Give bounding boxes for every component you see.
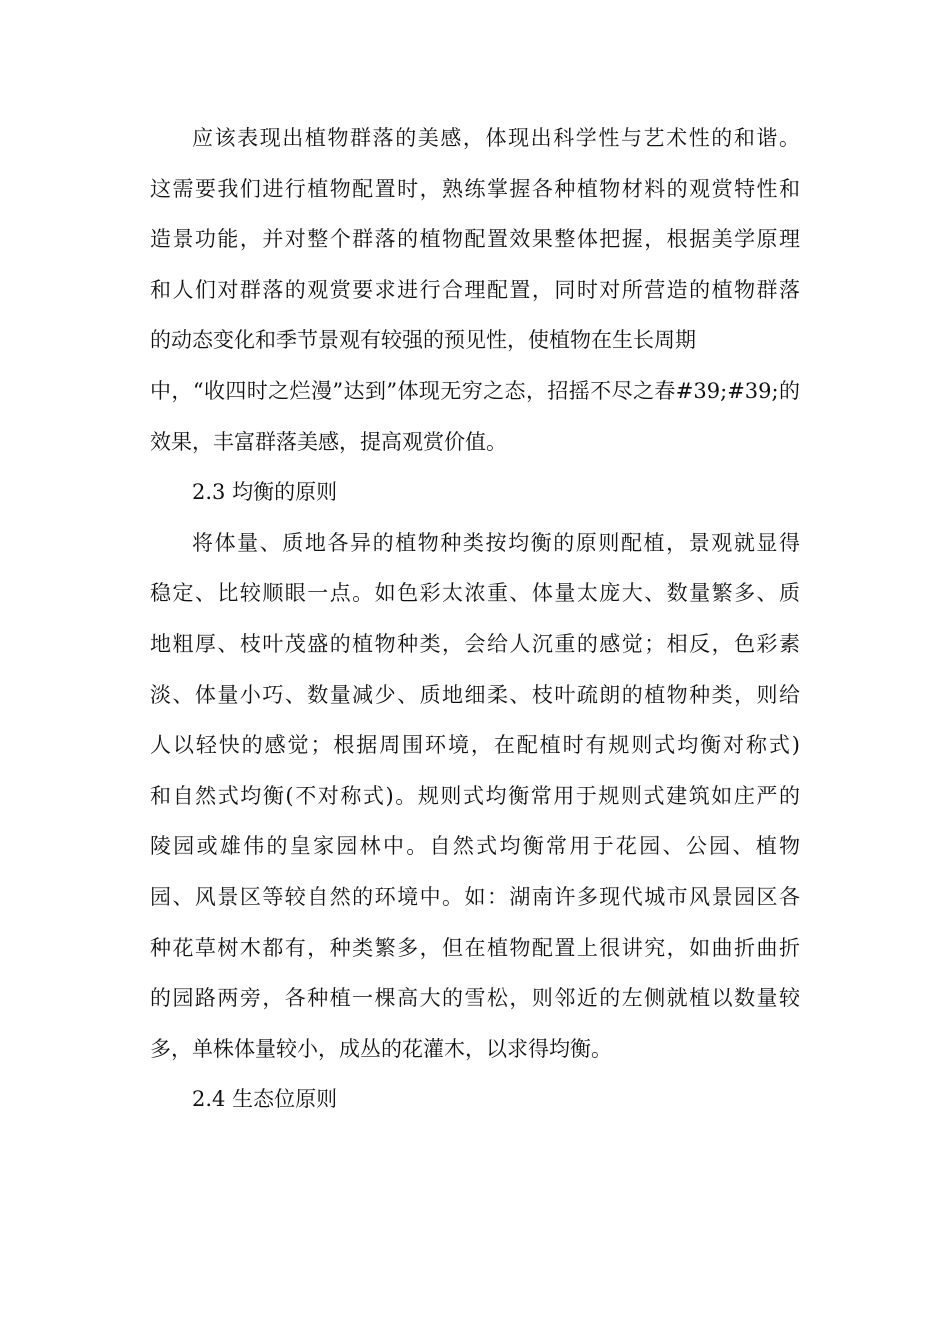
text-line: 效果，丰富群落美感，提高观赏价值。 <box>150 429 507 454</box>
text-line: 的园路两旁，各种植一棵高大的雪松，则邻近的左侧就植以数量较 <box>150 986 800 1011</box>
text-line: 人以轻快的感觉；根据周围环境，在配植时有规则式均衡对称式) <box>150 733 800 758</box>
section-heading-balance: 2.3 均衡的原则 <box>192 480 338 505</box>
text-line: 多，单株体量较小，成丛的花灌木，以求得均衡。 <box>150 1036 612 1061</box>
paragraph-plant-community <box>150 113 800 467</box>
text-line: 的动态变化和季节景观有较强的预见性，使植物在生长周期 <box>150 328 696 353</box>
text-line: 将体量、质地各异的植物种类按均衡的原则配植，景观就显得 <box>192 530 800 555</box>
text-line: 稳定、比较顺眼一点。如色彩太浓重、体量太庞大、数量繁多、质 <box>150 581 800 606</box>
section-heading-niche: 2.4 生态位原则 <box>192 1087 338 1112</box>
text-line: 淡、体量小巧、数量减少、质地细柔、枝叶疏朗的植物种类，则给 <box>150 682 800 707</box>
text-line: 这需要我们进行植物配置时，熟练掌握各种植物材料的观赏特性和 <box>150 176 800 201</box>
text-line: 和自然式均衡(不对称式)。规则式均衡常用于规则式建筑如庄严的 <box>150 783 800 808</box>
text-line: 种花草树木都有，种类繁多，但在植物配置上很讲究，如曲折曲折 <box>150 935 800 960</box>
document-body <box>150 113 800 1125</box>
text-line: 陵园或雄伟的皇家园林中。自然式均衡常用于花园、公园、植物 <box>150 834 800 859</box>
paragraph-balance <box>150 518 800 1075</box>
text-line: 中，“收四时之烂漫”达到”体现无穷之态，招摇不尽之春#39;#39;的 <box>150 378 800 403</box>
text-line: 应该表现出植物群落的美感，体现出科学性与艺术性的和谐。 <box>192 126 800 150</box>
text-line: 和人们对群落的观赏要求进行合理配置，同时对所营造的植物群落 <box>150 277 800 302</box>
text-line: 造景功能，并对整个群落的植物配置效果整体把握，根据美学原理 <box>150 227 800 252</box>
text-line: 园、风景区等较自然的环境中。如：湖南许多现代城市风景园区各 <box>150 884 800 909</box>
text-line: 地粗厚、枝叶茂盛的植物种类，会给人沉重的感觉；相反，色彩素 <box>150 631 800 656</box>
